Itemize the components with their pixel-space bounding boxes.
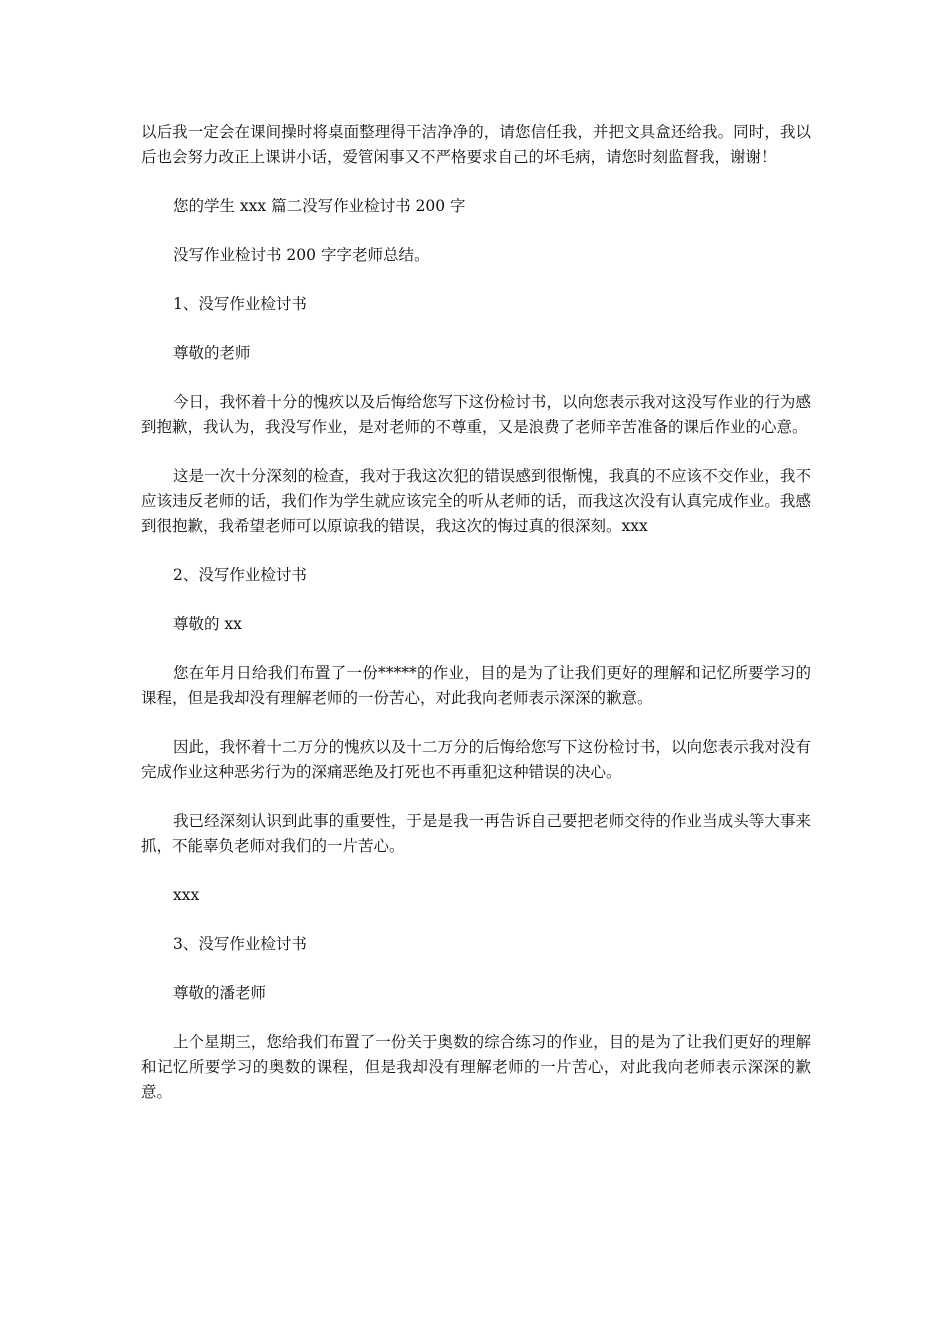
section-heading-3: 3、没写作业检讨书: [173, 935, 307, 953]
section-heading-1: 1、没写作业检讨书: [173, 295, 307, 313]
paragraph-continuation: 以后我一定会在课间操时将桌面整理得干洁净净的，请您信任我，并把文具盒还给我。同时，我以后也会努力改正上课讲小话，爱管闲事又不严格要求自己的坏毛病，请您时刻监督我，谢谢！: [141, 123, 811, 166]
signature-2: xxx: [173, 886, 200, 904]
paragraph-signature-and-title: 您的学生 xxx 篇二没写作业检讨书 200 字: [173, 197, 466, 215]
paragraph-body-1a: 今日，我怀着十分的愧疚以及后悔给您写下这份检讨书，以向您表示我对这没写作业的行为感到抱歉，我认为，我没写作业，是对老师的不尊重，又是浪费了老师辛苦准备的课后作业的心意。: [141, 393, 811, 436]
paragraph-body-2a: 您在年月日给我们布置了一份*****的作业，目的是为了让我们更好的理解和记忆所要学习的课程，但是我却没有理解老师的一份苦心，对此我向老师表示深深的歉意。: [141, 664, 811, 707]
paragraph-body-3a: 上个星期三，您给我们布置了一份关于奥数的综合练习的作业，目的是为了让我们更好的理解和记忆所要学习的奥数的课程，但是我却没有理解老师的一片苦心，对此我向老师表示深深的歉意。: [141, 1033, 811, 1101]
paragraph-body-1b: 这是一次十分深刻的检查，我对于我这次犯的错误感到很惭愧，我真的不应该不交作业，我不应该违反老师的话，我们作为学生就应该完全的听从老师的话，而我这次没有认真完成作业。我感到很抱歉，我希望老师可以原谅我的错误，我这次的悔过真的很深刻。xxx: [141, 467, 811, 535]
salutation-3: 尊敬的潘老师: [173, 984, 267, 1002]
paragraph-body-2b: 因此，我怀着十二万分的愧疚以及十二万分的后悔给您写下这份检讨书，以向您表示我对没有完成作业这种恶劣行为的深痛恶绝及打死也不再重犯这种错误的决心。: [141, 738, 811, 781]
paragraph-summary: 没写作业检讨书 200 字字老师总结。: [173, 246, 430, 264]
salutation-2: 尊敬的 xx: [173, 615, 242, 633]
section-heading-2: 2、没写作业检讨书: [173, 566, 307, 584]
document-page: [141, 120, 811, 1129]
paragraph-body-2c: 我已经深刻认识到此事的重要性，于是是我一再告诉自己要把老师交待的作业当成头等大事来抓，不能辜负老师对我们的一片苦心。: [141, 812, 811, 855]
salutation-1: 尊敬的老师: [173, 344, 251, 362]
